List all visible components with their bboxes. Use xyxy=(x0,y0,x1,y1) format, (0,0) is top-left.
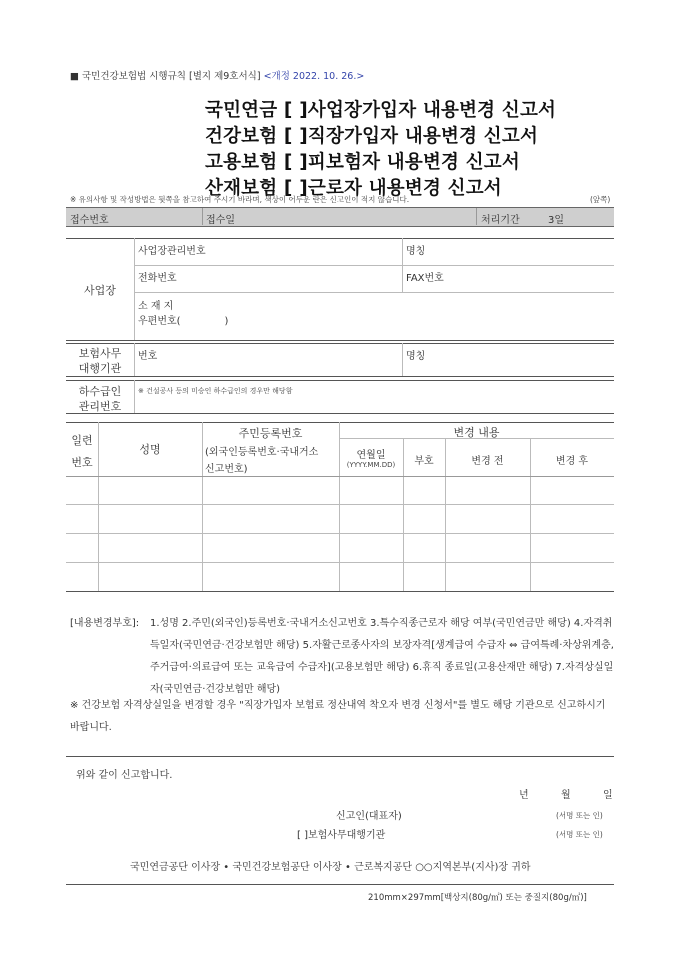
rrn-header: 주민등록번호 xyxy=(238,427,303,440)
reporter-label: 신고인(대표자) xyxy=(336,811,402,822)
month-label[interactable]: 월 xyxy=(561,790,571,801)
subcontract-section-label xyxy=(66,384,134,414)
divider xyxy=(134,380,135,413)
divider xyxy=(202,422,203,591)
change-header: 변경 내용 xyxy=(453,426,500,439)
postal-label: 우편번호( xyxy=(138,316,181,327)
day-label[interactable]: 일 xyxy=(603,790,613,801)
rrn-sub2: 신고번호) xyxy=(205,464,248,475)
processing-period-value: 3일 xyxy=(548,215,565,226)
divider xyxy=(134,343,135,376)
form-titles xyxy=(205,98,556,202)
agency-signature[interactable]: (서명 또는 인) xyxy=(556,830,603,839)
notice-text: ※ 유의사항 및 작성방법은 뒷쪽을 참고하여 주시기 바라며, 색상이 어두운 란은 신고인이 적지 않습니다. xyxy=(70,195,410,204)
year-label[interactable]: 년 xyxy=(519,790,529,801)
postal-close: ) xyxy=(224,316,229,327)
divider xyxy=(402,343,403,376)
title-pension: 국민연금 [ ]사업장가입자 내용변경 신고서 xyxy=(205,100,557,121)
table-border xyxy=(66,422,614,423)
divider xyxy=(402,238,403,292)
legal-basis-text: ■ 국민건강보험법 시행규칙 [별지 제9호서식] xyxy=(70,71,261,82)
date-header: 연월일 xyxy=(356,450,386,461)
subcontract-label-line1: 하수급인 xyxy=(78,385,122,398)
section-border xyxy=(66,343,614,344)
name-header: 성명 xyxy=(139,443,161,456)
workplace-fax-field[interactable]: FAX번호 xyxy=(406,273,444,284)
reporter-signature[interactable]: (서명 또는 인) xyxy=(556,811,603,820)
workplace-postal-field[interactable] xyxy=(138,312,228,327)
receipt-date-label: 접수일 xyxy=(206,215,235,226)
title-employment: 고용보험 [ ]피보험자 내용변경 신고서 xyxy=(205,152,520,173)
agency-name-field[interactable]: 명칭 xyxy=(406,351,426,362)
date-format: (YYYY.MM.DD) xyxy=(346,461,396,469)
receipt-number-label: 접수번호 xyxy=(70,215,109,226)
section-border xyxy=(66,376,614,377)
addressees: 국민연금공단 이사장 • 국민건강보험공단 이사장 • 근로복지공단 ○○지역본부(지사)장 귀하 xyxy=(130,862,531,873)
receipt-bar xyxy=(66,207,614,227)
section-border xyxy=(66,340,614,341)
divider xyxy=(134,265,614,266)
workplace-address-field[interactable]: 소 재 지 xyxy=(138,301,174,312)
agency-section-label xyxy=(66,346,134,376)
revision-date: <개정 2022. 10. 26.> xyxy=(263,71,365,82)
table-row xyxy=(66,562,614,563)
workplace-name-field[interactable]: 명칭 xyxy=(406,246,426,257)
workplace-mgmt-no-field[interactable]: 사업장관리번호 xyxy=(138,246,206,257)
agency-checkbox-label[interactable]: [ ]보험사무대행기관 xyxy=(297,830,386,841)
paper-spec: 210mm×297mm[백상지(80g/㎡) 또는 중질지(80g/㎡)] xyxy=(368,893,587,903)
serial-line2: 번호 xyxy=(71,456,93,469)
agency-label-line1: 보험사무 xyxy=(78,347,122,360)
declaration-top-border xyxy=(66,756,614,757)
change-codes-label: [내용변경부호]: xyxy=(70,618,140,629)
title-industrial: 산재보험 [ ]근로자 내용변경 신고서 xyxy=(205,178,502,199)
table-header-bottom xyxy=(66,476,614,477)
health-note: ※ 건강보험 자격상실일을 변경할 경우 "직장가입자 보험료 정산내역 착오자 변경 신청서"를 별도 해당 기관으로 신고하시기 바랍니다. xyxy=(70,700,606,733)
workplace-phone-field[interactable]: 전화번호 xyxy=(138,273,177,284)
rrn-subheader xyxy=(205,444,318,478)
legal-basis xyxy=(70,68,364,82)
divider xyxy=(476,208,477,225)
before-header: 변경 전 xyxy=(471,456,504,467)
serial-header xyxy=(66,430,98,474)
divider xyxy=(134,238,135,340)
page-side: (앞쪽) xyxy=(590,195,611,204)
workplace-section-label: 사업장 xyxy=(84,284,116,297)
agency-number-field[interactable]: 번호 xyxy=(138,351,158,362)
table-row xyxy=(66,504,614,505)
declaration-bottom-border xyxy=(66,884,614,885)
section-border xyxy=(66,380,614,381)
agency-label-line2: 대행기관 xyxy=(78,362,122,375)
title-health: 건강보험 [ ]직장가입자 내용변경 신고서 xyxy=(205,126,539,147)
section-border xyxy=(66,413,614,414)
divider xyxy=(134,292,614,293)
processing-period-label: 처리기간 xyxy=(481,215,520,226)
divider xyxy=(202,208,203,225)
change-codes-text: 1.성명 2.주민(외국인)등록번호·국내거소신고번호 3.특수직종근로자 해당 여부(국민연금만 해당) 4.자격취득일자(국민연금·건강보험만 해당) 5.자활근로종사자의 보장자격[생계급여 수급자 ⇔ 급여특례·차상위계층,주거급여·의료급여 또는 교육급여 수급자](고용보험만 해당) 6.휴직 종료일(고용산재만 해당) 7.자격상실일자(국민연금·건강보험만 해당) xyxy=(150,618,614,695)
rrn-sub1: (외국인등록번호·국내거소 xyxy=(205,447,319,458)
table-border xyxy=(66,591,614,592)
table-row xyxy=(66,533,614,534)
serial-line1: 일련 xyxy=(71,434,93,447)
section-border xyxy=(66,238,614,239)
subcontract-label-line2: 관리번호 xyxy=(78,400,122,413)
after-header: 변경 후 xyxy=(555,456,589,467)
code-header: 부호 xyxy=(414,456,434,467)
subcontract-note: ※ 건설공사 등의 미승인 하수급인의 경우만 해당함 xyxy=(138,387,293,395)
declaration-statement: 위와 같이 신고합니다. xyxy=(76,770,173,781)
